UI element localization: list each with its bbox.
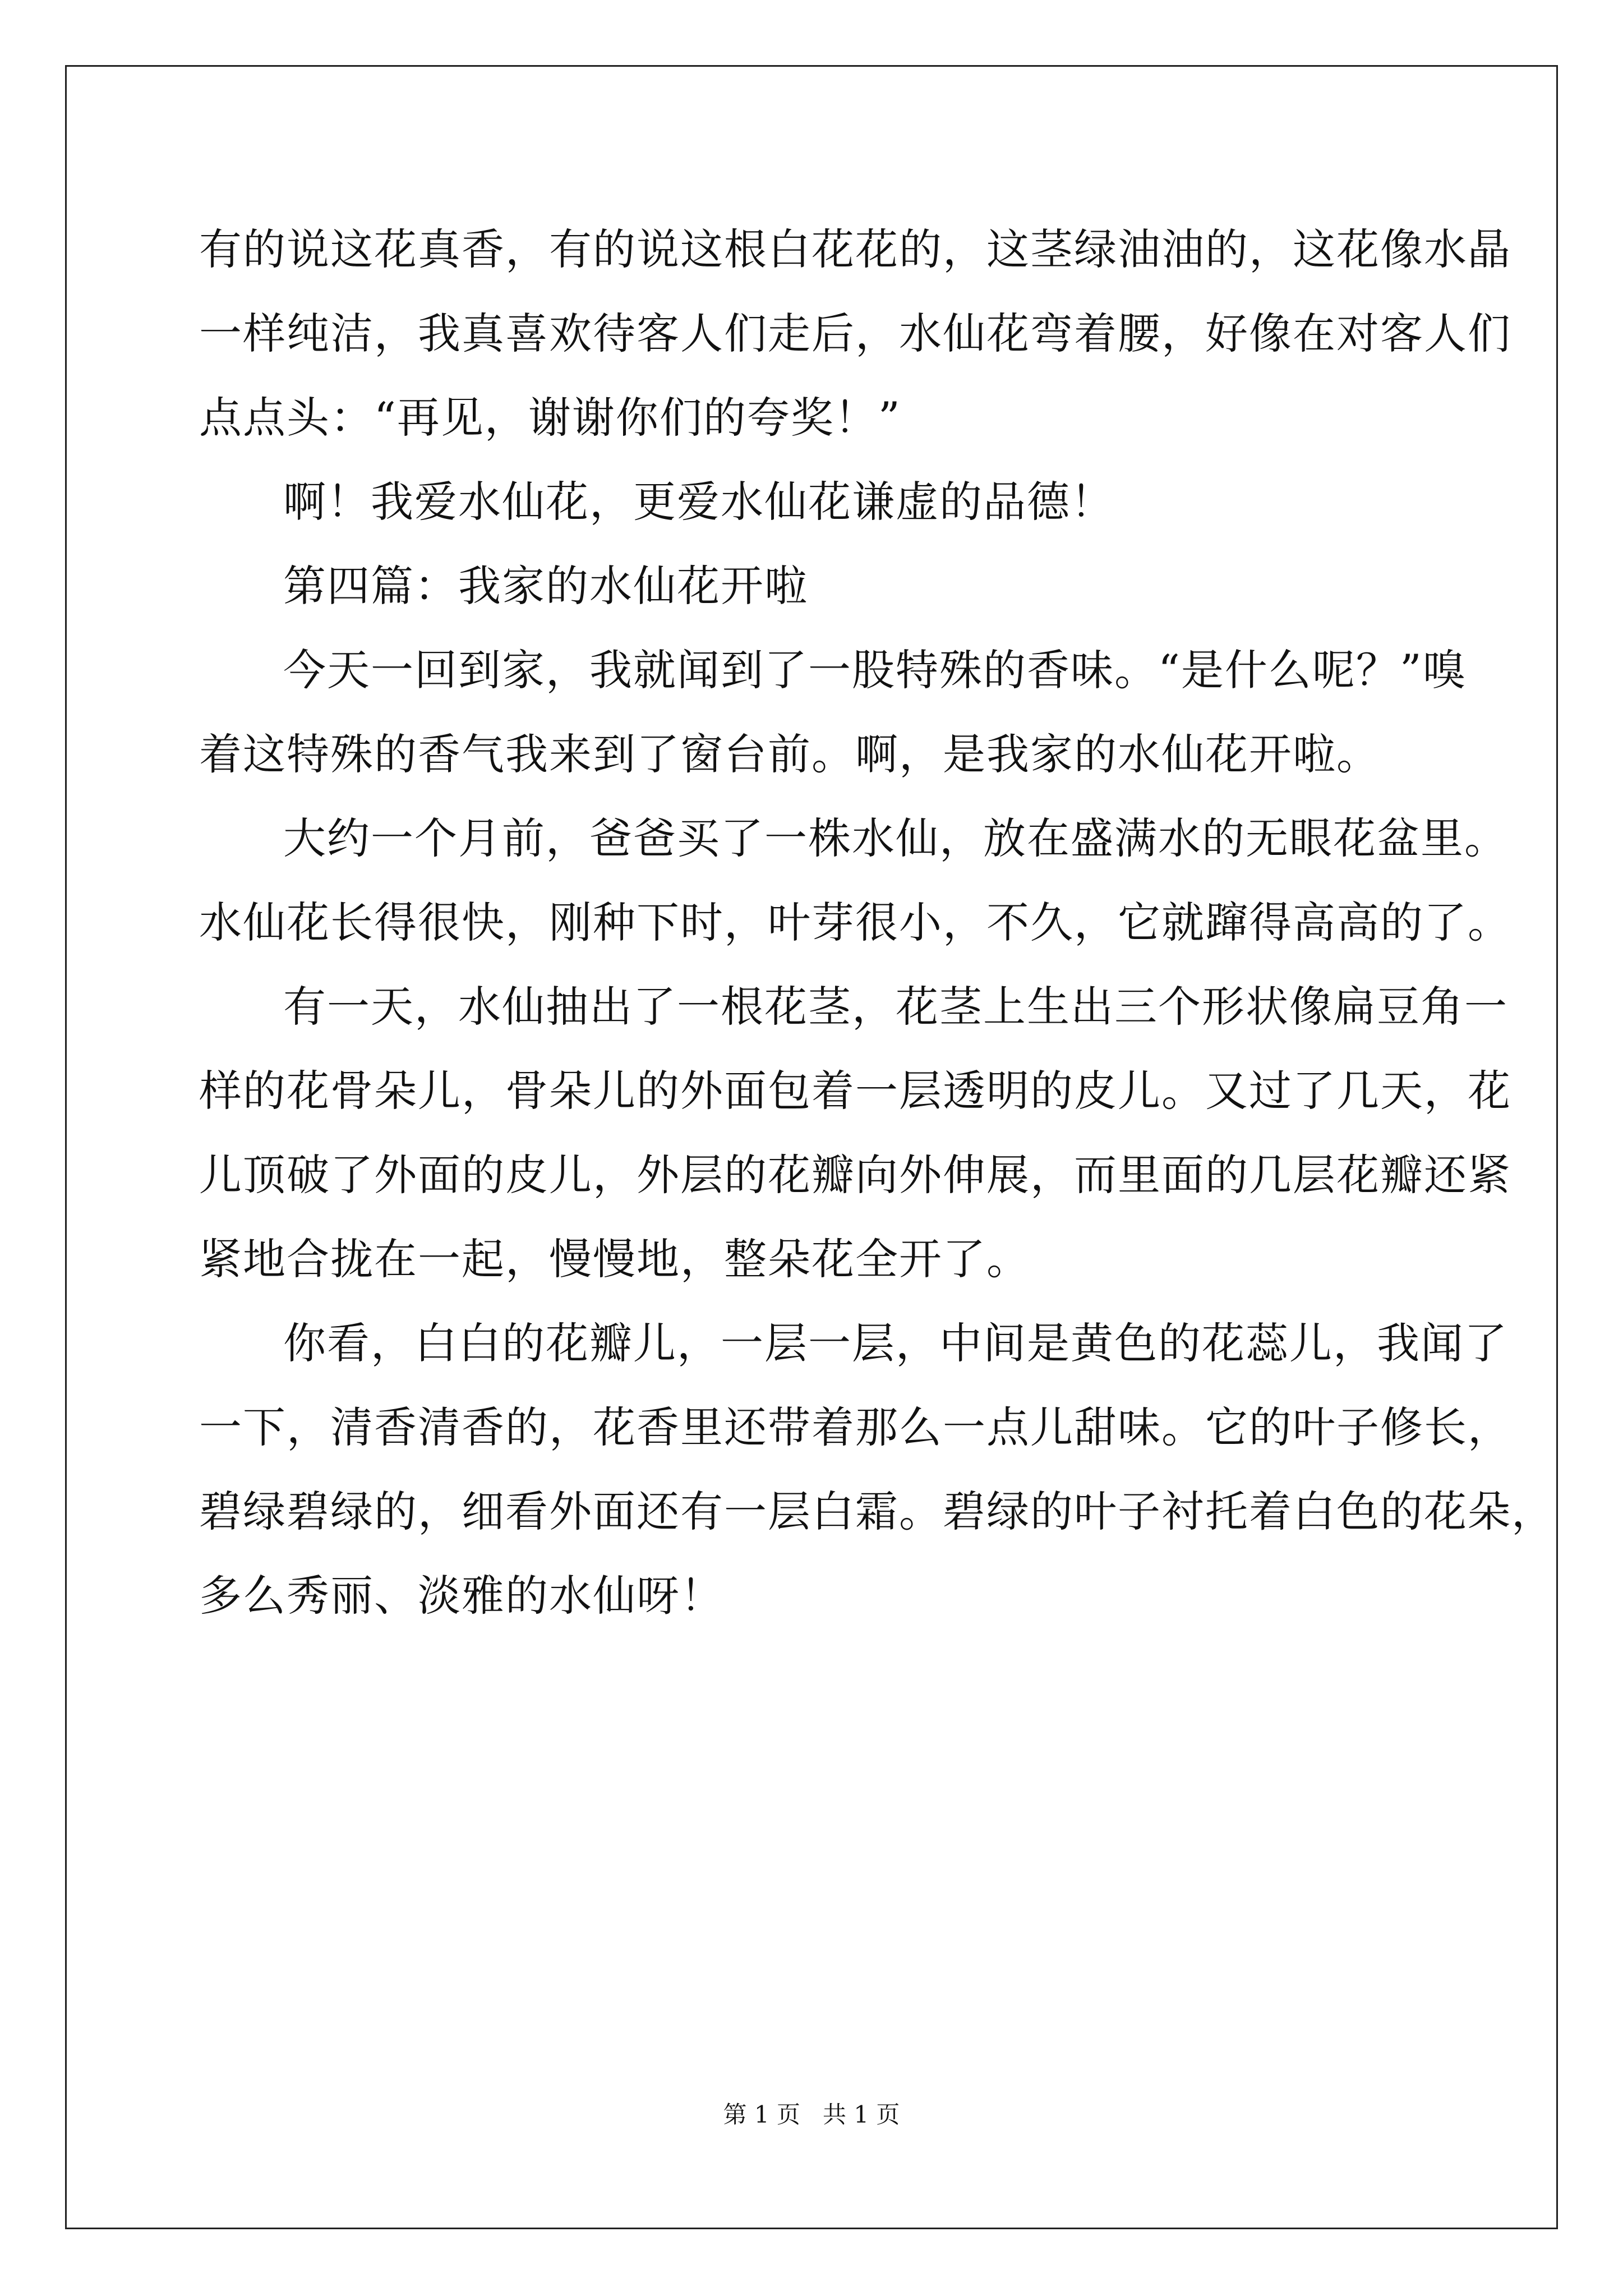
page-total: 共 1 页 [823,2101,900,2128]
section-heading: 第四篇：我家的水仙花开啦 [283,561,808,611]
text-line: 点点头：“再见，谢谢你们的夸奖！” [199,393,901,443]
document-body [199,208,1555,1638]
text-line: 大约一个月前，爸爸买了一株水仙，放在盛满水的无眼花盆里。 [283,813,1508,863]
page-number: 第 1 页 [723,2101,800,2128]
page-footer [0,2098,1623,2132]
text-line: 有的说这花真香，有的说这根白花花的，这茎绿油油的，这花像水晶 [199,224,1511,274]
text-line: 碧绿碧绿的，细看外面还有一层白霜。碧绿的叶子衬托着白色的花朵， [199,1487,1555,1536]
text-line: 多么秀丽、淡雅的水仙呀！ [199,1571,724,1621]
text-line: 一样纯洁，我真喜欢待客人们走后，水仙花弯着腰，好像在对客人们 [199,309,1511,358]
text-line: 样的花骨朵儿，骨朵儿的外面包着一层透明的皮儿。又过了几天，花 [199,1066,1511,1116]
text-line: 今天一回到家，我就闻到了一股特殊的香味。“是什么呢？”嗅 [283,645,1467,695]
text-line: 啊！我爱水仙花，更爱水仙花谦虚的品德！ [283,477,1114,527]
text-line: 儿顶破了外面的皮儿，外层的花瓣向外伸展，而里面的几层花瓣还紧 [199,1150,1511,1200]
text-line: 水仙花长得很快，刚种下时，叶芽很小，不久，它就蹿得高高的了。 [199,898,1511,947]
text-line: 你看，白白的花瓣儿，一层一层，中间是黄色的花蕊儿，我闻了 [283,1318,1508,1368]
text-line: 一下，清香清香的，花香里还带着那么一点儿甜味。它的叶子修长， [199,1402,1511,1452]
text-line: 着这特殊的香气我来到了窗台前。啊，是我家的水仙花开啦。 [199,729,1380,779]
text-line: 紧地合拢在一起，慢慢地，整朵花全开了。 [199,1234,1030,1284]
text-line: 有一天，水仙抽出了一根花茎，花茎上生出三个形状像扁豆角一 [283,982,1508,1032]
